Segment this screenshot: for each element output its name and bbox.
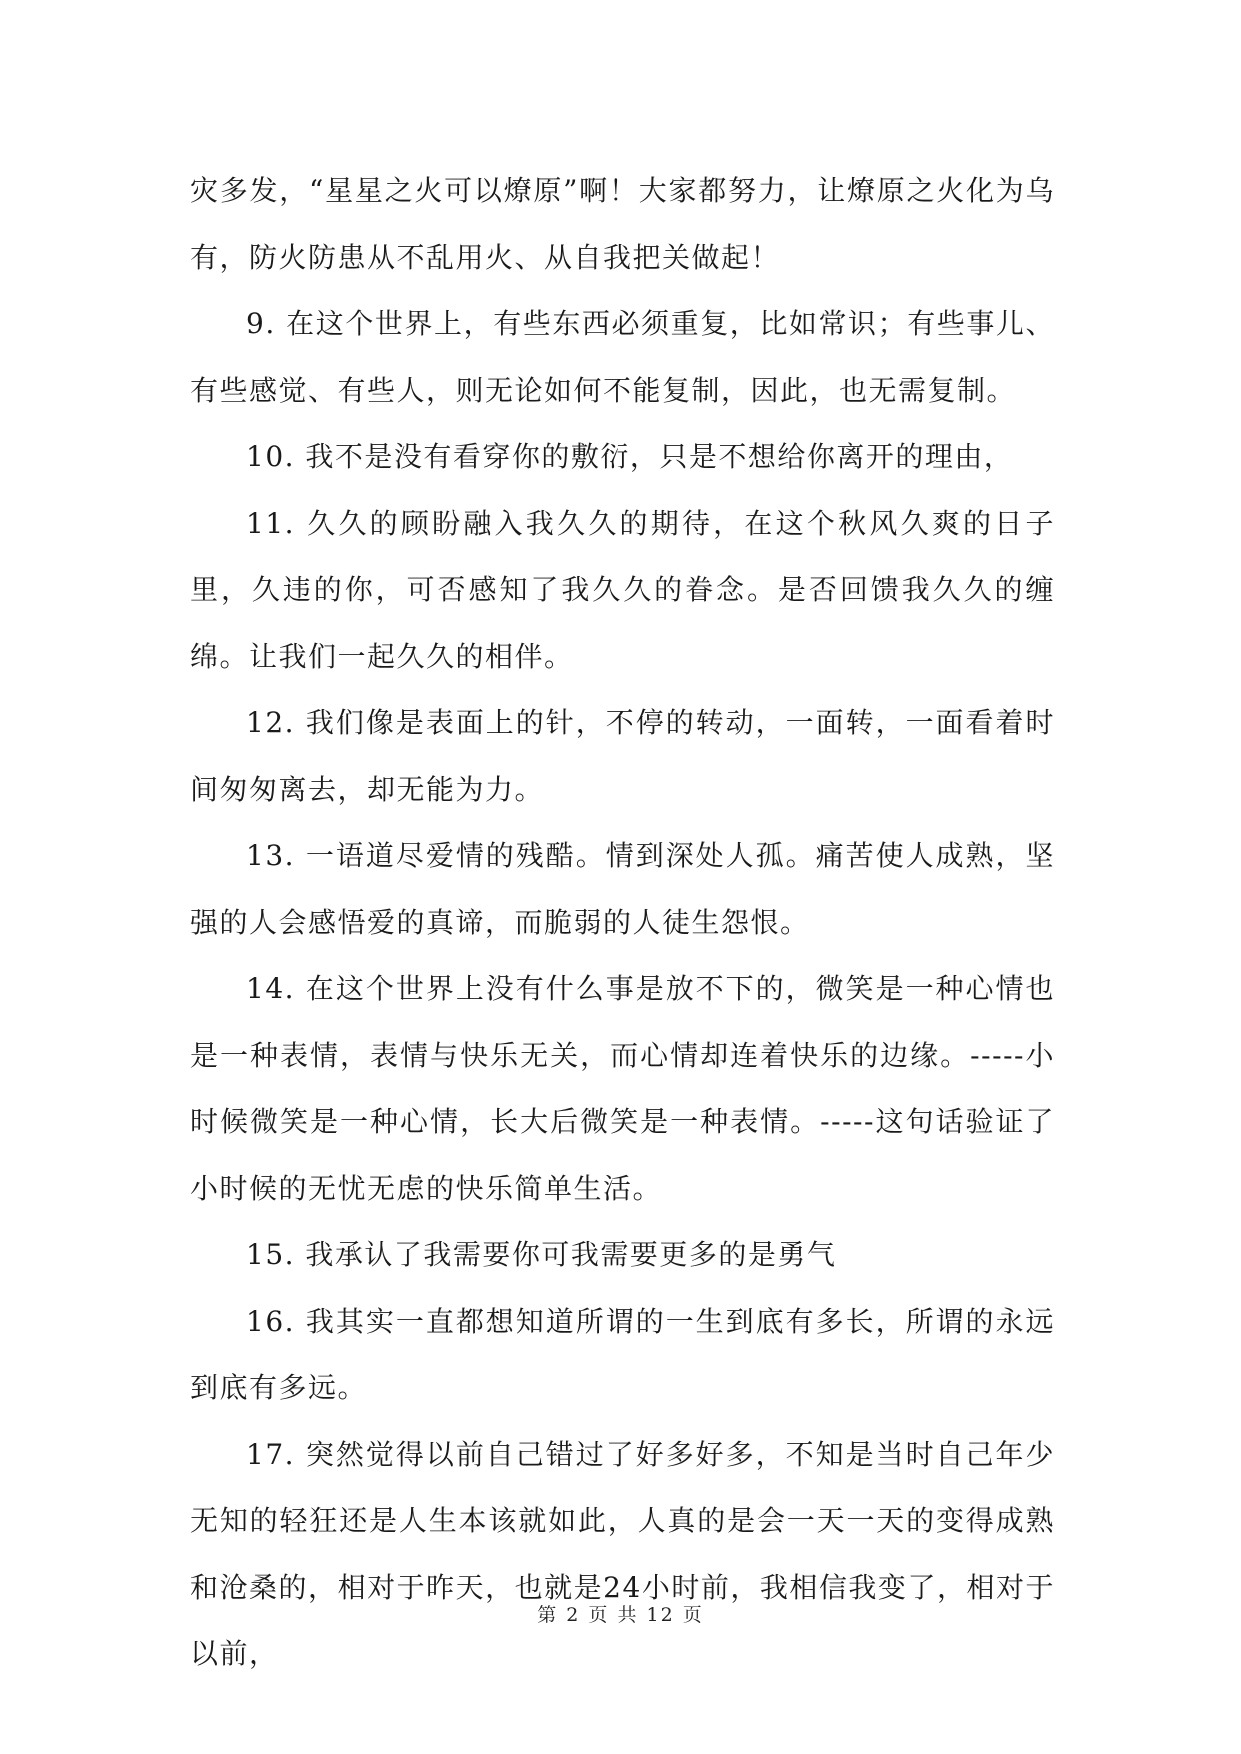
paragraph-item-15: 15. 我承认了我需要你可我需要更多的是勇气 [246,1238,837,1271]
paragraph-item-9: 9. 在这个世界上，有些东西必须重复，比如常识；有些事儿、有些感觉、有些人，则无论如何不能复制，因此，也无需复制。 [190,307,1055,407]
paragraph-item-10: 10. 我不是没有看穿你的敷衍，只是不想给你离开的理由， [246,440,1014,473]
paragraph-item-16: 16. 我其实一直都想知道所谓的一生到底有多长，所谓的永远到底有多远。 [190,1304,1055,1404]
paragraph-item-13: 13. 一语道尽爱情的残酷。情到深处人孤。痛苦使人成熟，坚强的人会感悟爱的真谛，而脆弱的人徒生怨恨。 [190,839,1055,939]
paragraph-item-17: 17. 突然觉得以前自己错过了好多好多，不知是当时自己年少无知的轻狂还是人生本该就如此，人真的是会一天一天的变得成熟和沧桑的，相对于昨天，也就是24小时前，我相信我变了，相对于以前， [190,1437,1055,1670]
paragraph-item-11: 11. 久久的顾盼融入我久久的期待，在这个秋风久爽的日子里，久违的你，可否感知了我久久的眷念。是否回馈我久久的缠绵。让我们一起久久的相伴。 [190,506,1055,673]
body-text [190,158,1055,1688]
paragraph-item-12: 12. 我们像是表面上的针，不停的转动，一面转，一面看着时间匆匆离去，却无能为力。 [190,706,1055,806]
paragraph-item-14: 14. 在这个世界上没有什么事是放不下的，微笑是一种心情也是一种表情，表情与快乐无关，而心情却连着快乐的边缘。-----小时候微笑是一种心情，长大后微笑是一种表情。-----这句话验证了小时候的无忧无虑的快乐简单生活。 [190,972,1055,1205]
page-number-footer: 第 2 页 共 12 页 [537,1604,704,1626]
paragraph-continuation: 灾多发，“星星之火可以燎原”啊！大家都努力，让燎原之火化为乌有，防火防患从不乱用火、从自我把关做起！ [190,174,1055,274]
